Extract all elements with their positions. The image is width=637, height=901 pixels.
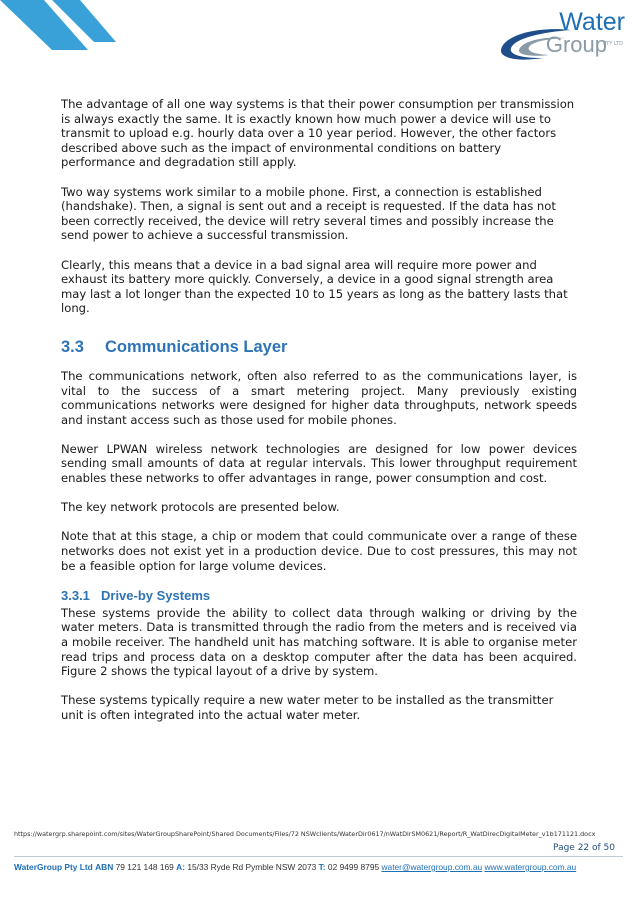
footer-divider: [14, 856, 623, 857]
footer-address: 15/33 Ryde Rd Pymble NSW 2073: [187, 862, 317, 872]
paragraph-one-way-advantage: The advantage of all one way systems is that their power consumption per transmission is always exactly the same. It is exactly known how much power a device will use to transmit to upload e.g. hourly data over a 10 year period. However, the other factors described above such as the impact of environmental conditions on battery performance and degradation still apply.: [61, 97, 575, 170]
section-number: 3.3: [61, 337, 84, 356]
footer-contact-line: [14, 862, 576, 872]
logo-suffix: PTY LTD: [603, 41, 623, 47]
logo-word-group: Group: [545, 32, 607, 57]
paragraph-two-way-systems: Two way systems work similar to a mobile phone. First, a connection is established (handshake). Then, a signal is sent out and a receipt is requested. If the data has not been correctly received, the device will retry several times and possibly increase the send power to achieve a successful transmission.: [61, 184, 556, 243]
page-number: Page 22 of 50: [553, 843, 615, 853]
watergroup-logo: [495, 8, 625, 64]
section-title: Communications Layer: [105, 337, 288, 356]
section-heading: [61, 338, 577, 357]
footer-abn-label: ABN: [95, 862, 114, 872]
corner-stripe-graphic: [0, 0, 120, 56]
paragraph-lpwan: Newer LPWAN wireless network technologies are designed for low power devices sending small amounts of data at regular intervals. This lower throughput requirement enables these networks to offer advantages in range, power consumption and cost.: [61, 441, 577, 486]
footer-website-link[interactable]: www.watergroup.com.au: [484, 862, 577, 872]
paragraph-drive-by-description: These systems provide the ability to collect data through walking or driving by the water meters. Data is transmitted through the radio from the meters and is received via a mobile receiver. The handheld unit has matching software. It is able to organise meter read trips and process data on a desktop computer after the data has been acquired. Figure 2 shows the typical layout of a drive by system.: [61, 605, 577, 679]
subsection-title: Drive-by Systems: [101, 587, 211, 603]
footer-email-link[interactable]: water@watergroup.com.au: [381, 862, 483, 872]
footer-address-label: A:: [176, 862, 185, 872]
subsection-heading: [61, 588, 577, 603]
footer-abn: 79 121 148 169: [115, 862, 174, 872]
paragraph-chip-modem-note: Note that at this stage, a chip or modem that could communicate over a range of these networks does not exist yet in a production device. Due to cost pressures, this may not be a feasible option for large volume devices.: [61, 529, 577, 573]
footer-phone-label: T:: [318, 862, 326, 872]
paragraph-communications-network: The communications network, often also referred to as the communications layer, is vital to the success of a smart metering project. Many previously existing communications networks were designed for higher data throughputs, network speeds and instant access such as those used for mobile phones.: [61, 368, 577, 427]
subsection-number: 3.3.1: [61, 587, 90, 603]
paragraph-key-protocols: The key network protocols are presented below.: [61, 500, 340, 515]
logo-word-water: Water: [559, 8, 625, 36]
paragraph-new-meter-required: These systems typically require a new water meter to be installed as the transmitter unit is often integrated into the actual water meter.: [61, 693, 554, 722]
document-body: [61, 97, 577, 723]
paragraph-signal-area: Clearly, this means that a device in a bad signal area will require more power and exhaust its battery more quickly. Conversely, a device in a good signal strength area may last a lot longer than the expected 10 to 15 years as long as the battery lasts that long.: [61, 257, 568, 316]
footer-company: WaterGroup Pty Ltd: [14, 862, 93, 872]
footer-phone: 02 9499 8795: [327, 862, 380, 872]
document-path: https://watergrp.sharepoint.com/sites/WaterGroupSharePoint/Shared Documents/Files/72 NSWclients/WaterDir0617/nWatDirSM0621/Report/R_WatDirecDigitalMeter_v1b171121.docx: [14, 830, 596, 838]
